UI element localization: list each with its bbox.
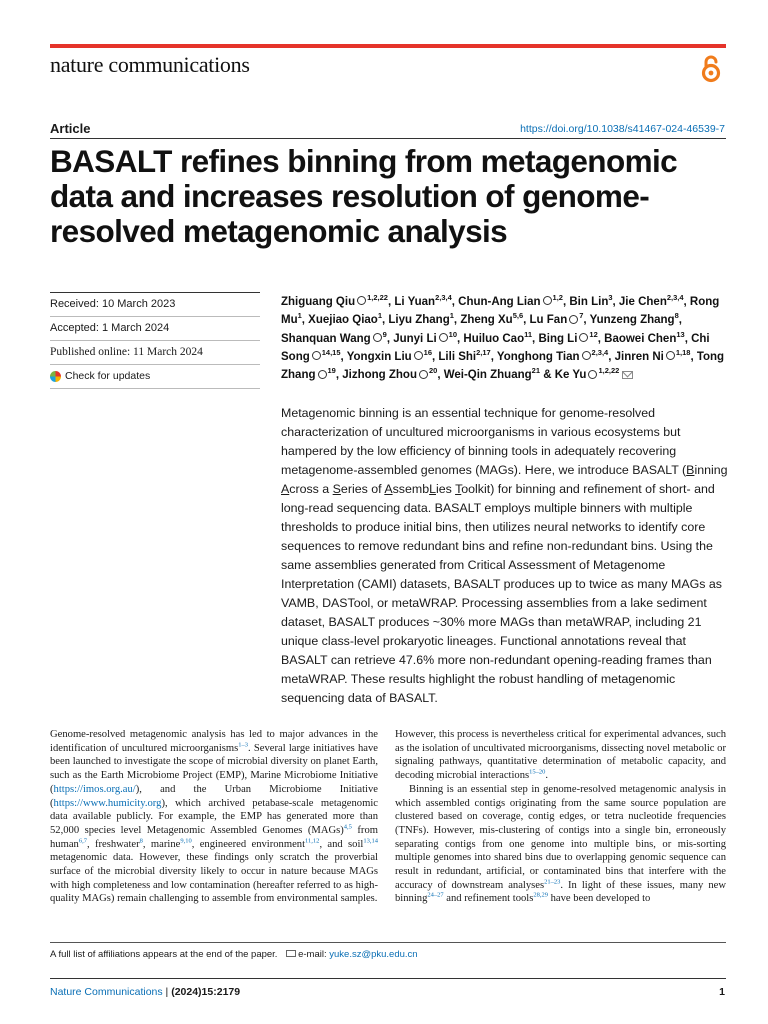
author-entry[interactable] bbox=[604, 329, 685, 345]
author-entry[interactable] bbox=[463, 329, 533, 345]
intro-paragraph-1: Genome-resolved metagenomic analysis has led to major advances in the identification of uncultured microorganisms$^{1-3}$. Several large initiatives have been launched to investigate the scope of microbial diversity on planet Earth, such as the Earth Microbiome Project (EMP), Marine Microbiome Initiative (https://imos.org.au/), and the Urban Microbiome Initiative (https://www.humicity.org), which archived petabase-scale metagenomic data available publicly. For example, the EMP has generated more than 52,000 species level Metagenomic Assembled Genomes (MAGs)$^{4,5}$ from human$^{6,7}$, freshwater$^8$, marine$^{9,10}$, engineered environment$^{11,12}$, and soil$^{13,14}$ metagenomic data. However, these findings only scratch the proverbial surface of the microbial diversity likely to occur in nature because MAGs with high completeness and low contamination (hereafter referred to as high-quality MAGs) remain challenging to assemble from environmental samples. bbox=[50, 729, 378, 905]
author-affiliation: 1,18 bbox=[675, 348, 691, 358]
author-entry[interactable] bbox=[388, 311, 454, 327]
citation-reference[interactable]: 15–20 bbox=[529, 768, 546, 776]
orcid-icon[interactable] bbox=[666, 351, 675, 360]
author-affiliation: 16 bbox=[423, 348, 433, 358]
orcid-icon[interactable] bbox=[588, 370, 597, 379]
author-name[interactable]: Xuejiao Qiao bbox=[308, 314, 378, 327]
top-accent-bar bbox=[50, 44, 726, 48]
author-entry[interactable] bbox=[281, 293, 388, 308]
author-entry[interactable] bbox=[569, 293, 613, 308]
author-entry[interactable] bbox=[460, 311, 524, 327]
acronym-letter: B bbox=[686, 463, 695, 477]
author-entry[interactable] bbox=[443, 366, 540, 382]
author-affiliation: 7 bbox=[579, 311, 584, 321]
author-list: Zhiguang Qiu $^{1,2,22}$, Li Yuan$^{2,3,4}$, Chun-Ang Lian $^{1,2}$, Bin Lin$^3$, Jie Chen$^{2,3,4}$, Rong Mu$^1$, Xuejiao Qiao$^1$, Liyu Zhang$^1$, Zheng Xu$^{5,6}$, Lu Fan $^7$, Yunzeng Zhang$^8$, Shanquan Wang $^9$, Junyi Li $^{10}$, Huiluo Cao$^{11}$, Bing Li $^{12}$, Baowei Chen$^{13}$, Chi Song $^{14,15}$, Yongxin Liu $^{16}$, Lili Shi$^{2,17}$, Yonghong Tian $^{2,3,4}$, Jinren Ni $^{1,18}$, Tong Zhang $^{19}$, Jizhong Zhou $^{20}$, Wei-Qin Zhuang$^{21}$ & Ke Yu $^{1,2,22}$ bbox=[281, 293, 725, 382]
author-affiliation: 1 bbox=[297, 311, 302, 321]
author-name[interactable]: Chi Song bbox=[281, 332, 710, 363]
citation-reference[interactable]: 1–3 bbox=[238, 741, 249, 749]
author-entry[interactable] bbox=[529, 311, 584, 327]
author-affiliation: 2,3,4 bbox=[435, 293, 452, 303]
author-affiliation: 9 bbox=[382, 329, 387, 339]
footer-journal-link[interactable]: Nature Communications bbox=[50, 986, 163, 998]
author-name[interactable]: Jinren Ni bbox=[614, 350, 664, 363]
orcid-icon[interactable] bbox=[414, 351, 423, 360]
author-entry[interactable] bbox=[308, 311, 383, 327]
author-affiliation: 1 bbox=[449, 311, 454, 321]
abstract-part-1: Metagenomic binning is an essential technique for genome-resolved characterization of uncultured microorganisms in various ecosystems but hampered by the low efficiency of binning tools in adequately recovering metagenome-assembled genomes (MAGs). Here, we introduce BASALT ( bbox=[281, 406, 687, 477]
acronym-letter: A bbox=[384, 482, 393, 496]
mail-icon[interactable] bbox=[622, 371, 633, 379]
basalt-acronym: Binning Across a Series of AssembLies Toolkit bbox=[281, 463, 728, 496]
body-column-right bbox=[395, 728, 726, 906]
article-dates bbox=[50, 292, 260, 389]
author-affiliation: 2,17 bbox=[476, 348, 491, 358]
author-name[interactable]: Shanquan Wang bbox=[281, 332, 371, 345]
affiliations-note: A full list of affiliations appears at the end of the paper. bbox=[50, 949, 278, 960]
author-entry[interactable] bbox=[589, 311, 679, 327]
author-affiliation: 20 bbox=[428, 366, 438, 376]
header-divider bbox=[50, 138, 726, 139]
doi-link[interactable]: https://doi.org/10.1038/s41467-024-46539-7 bbox=[520, 123, 725, 135]
author-affiliation: 21 bbox=[531, 366, 540, 376]
external-link[interactable]: https://www.humicity.org bbox=[53, 797, 162, 809]
author-affiliation: 1,2 bbox=[552, 293, 563, 303]
author-affiliation: 19 bbox=[327, 366, 336, 376]
orcid-icon[interactable] bbox=[318, 370, 327, 379]
author-affiliation: 2,3,4 bbox=[666, 293, 684, 303]
author-affiliation: 1,2,22 bbox=[598, 366, 620, 376]
author-name[interactable]: Yongxin Liu bbox=[346, 350, 412, 363]
author-name[interactable]: Huiluo Cao bbox=[463, 332, 525, 345]
orcid-icon[interactable] bbox=[439, 333, 448, 342]
author-affiliation: 5,6 bbox=[512, 311, 524, 321]
author-name[interactable]: Yunzeng Zhang bbox=[589, 314, 675, 327]
orcid-icon[interactable] bbox=[357, 296, 366, 305]
footer-citation bbox=[50, 986, 240, 998]
author-entry[interactable] bbox=[281, 329, 387, 345]
citation-reference[interactable]: 11,12 bbox=[305, 837, 320, 845]
orcid-icon[interactable] bbox=[579, 333, 588, 342]
author-name[interactable]: Baowei Chen bbox=[604, 332, 677, 345]
author-name[interactable]: Li Yuan bbox=[394, 296, 436, 308]
external-link[interactable]: https://imos.org.au/ bbox=[53, 783, 136, 795]
author-entry[interactable] bbox=[554, 366, 634, 382]
footer-separator: | bbox=[162, 986, 172, 998]
acronym-letter: S bbox=[332, 482, 341, 496]
citation-reference[interactable]: 9,10 bbox=[180, 837, 192, 845]
author-affiliation: 1 bbox=[377, 311, 383, 321]
author-entry[interactable] bbox=[346, 348, 433, 363]
author-entry[interactable] bbox=[342, 366, 438, 382]
orcid-icon[interactable] bbox=[569, 315, 578, 324]
orcid-icon[interactable] bbox=[312, 351, 321, 360]
footer-volume: (2024)15:2179 bbox=[171, 986, 241, 998]
author-name[interactable]: Lili Shi bbox=[438, 350, 477, 363]
author-entry[interactable] bbox=[393, 329, 458, 345]
acronym-letter: T bbox=[455, 482, 462, 496]
author-entry[interactable] bbox=[496, 348, 609, 363]
author-affiliation: 2,3,4 bbox=[591, 348, 609, 358]
citation-reference[interactable]: 28,29 bbox=[533, 891, 548, 899]
footer-divider bbox=[50, 978, 726, 979]
acronym-letter: A bbox=[281, 482, 290, 496]
author-name[interactable]: Chun-Ang Lian bbox=[458, 296, 541, 308]
citation-reference[interactable]: 4,5 bbox=[343, 823, 352, 831]
author-entry[interactable] bbox=[438, 348, 491, 363]
author-entry[interactable] bbox=[458, 293, 563, 308]
orcid-icon[interactable] bbox=[419, 370, 428, 379]
corresponding-email-link[interactable]: yuke.sz@pku.edu.cn bbox=[329, 949, 418, 960]
journal-name: nature communications bbox=[50, 52, 250, 77]
author-name[interactable]: Ke Yu bbox=[554, 369, 587, 382]
received-date: Received: 10 March 2023 bbox=[50, 292, 260, 316]
article-title: BASALT refines binning from metagenomic data and increases resolution of genome-resolved metagenomic analysis bbox=[50, 143, 678, 249]
article-type-label: Article bbox=[50, 121, 91, 136]
citation-reference[interactable]: 13,14 bbox=[363, 837, 378, 845]
footnote-divider bbox=[50, 942, 726, 943]
acronym-letter: L bbox=[429, 482, 436, 496]
body-column-left bbox=[50, 728, 378, 906]
author-name[interactable]: Lu Fan bbox=[529, 314, 568, 327]
accepted-date: Accepted: 1 March 2024 bbox=[50, 316, 260, 340]
author-affiliation: 11 bbox=[524, 329, 533, 339]
author-affiliation: 1,2,22 bbox=[367, 293, 388, 303]
check-updates-icon bbox=[50, 371, 61, 382]
check-updates-label: Check for updates bbox=[65, 370, 151, 382]
author-affiliation: 3 bbox=[608, 293, 613, 303]
author-name[interactable]: Jie Chen bbox=[618, 296, 667, 308]
citation-reference[interactable]: 21–23 bbox=[544, 878, 561, 886]
check-updates-button[interactable] bbox=[50, 364, 260, 389]
author-affiliation: 13 bbox=[676, 329, 685, 339]
published-date: Published online: 11 March 2024 bbox=[50, 340, 260, 364]
abstract bbox=[281, 404, 731, 708]
author-name[interactable]: Rong Mu bbox=[281, 296, 720, 327]
author-entry[interactable] bbox=[614, 348, 691, 363]
orcid-icon[interactable] bbox=[582, 351, 591, 360]
citation-reference[interactable]: 8 bbox=[139, 837, 143, 845]
author-name[interactable]: Wei-Qin Zhuang bbox=[443, 369, 532, 382]
citation-reference[interactable]: 6,7 bbox=[78, 837, 87, 845]
affiliations-footnote bbox=[50, 949, 418, 960]
email-label: e-mail: bbox=[298, 949, 327, 960]
author-affiliation: 10 bbox=[448, 329, 458, 339]
author-name[interactable]: Liyu Zhang bbox=[388, 314, 450, 327]
author-name[interactable]: Tong Zhang bbox=[281, 350, 725, 382]
intro-paragraph-2: However, this process is nevertheless critical for experimental advances, such as the isolation of uncultivated microorganisms, dissecting novel metabolic or signaling pathways, quantitative determination of metabolic capacity, and decoding microbial interactions$^{15-20}$. bbox=[395, 729, 726, 782]
author-name[interactable]: Bing Li bbox=[538, 332, 578, 345]
open-access-icon bbox=[698, 54, 724, 84]
citation-reference[interactable]: 24–27 bbox=[427, 891, 444, 899]
author-affiliation: 12 bbox=[589, 329, 598, 339]
author-entry[interactable] bbox=[618, 293, 684, 308]
author-name[interactable]: Yonghong Tian bbox=[496, 350, 580, 363]
author-name[interactable]: Jizhong Zhou bbox=[342, 369, 417, 382]
orcid-icon[interactable] bbox=[543, 296, 552, 305]
author-entry[interactable] bbox=[538, 329, 598, 345]
author-name[interactable]: Bin Lin bbox=[569, 296, 609, 308]
author-entry[interactable] bbox=[394, 293, 452, 308]
orcid-icon[interactable] bbox=[373, 333, 382, 342]
mail-icon bbox=[286, 950, 296, 957]
intro-paragraph-3: Binning is an essential step in genome-resolved metagenomic analysis in which assembled contigs originating from the same source population are clustered based on coverage, contig edges, or tetra nucleotide frequencies (TNFs). However, mis-clustering of contigs into a single bin, erroneously separating contigs from one genome into multiple bins, or mis-sorting multiple genomes into shared bins due to overlapping genomic sequence can result in redundant, artificial, or contaminated bins that interfere with the accuracy of downstream analyses$^{21-23}$. In light of these issues, many new binning$^{24-27}$ and refinement tools$^{28,29}$ have been developed to bbox=[395, 783, 726, 905]
page-number: 1 bbox=[719, 986, 725, 998]
author-name[interactable]: Junyi Li bbox=[393, 332, 437, 345]
abstract-part-2: ) for binning and refinement of short- and long-read sequencing data. BASALT employs multiple binners with multiple thresholds to produce initial bins, then utilizes neural networks to identify core sequences to remove redundant bins and refine non-redundant bins. Using the same assemblies generated from Critical Assessment of Metagenome Interpretation (CAMI) datasets, BASALT produces up to twice as many MAGs as VAMB, DASTool, or metaWRAP. Processing assemblies from a lake sediment dataset, BASALT produces ~30% more MAGs than metaWRAP, including 21 unique class-level prokaryotic lineages. Functional annotations reveal that BASALT can retrieve 47.6% more non-redundant opening-reading frames than metaWRAP. These results highlight the robust handling of metagenomic sequencing data of BASALT. bbox=[281, 482, 722, 705]
author-name[interactable]: Zheng Xu bbox=[460, 314, 513, 327]
author-affiliation: 8 bbox=[674, 311, 679, 321]
author-affiliation: 14,15 bbox=[321, 348, 341, 358]
author-name[interactable]: Zhiguang Qiu bbox=[281, 296, 356, 308]
